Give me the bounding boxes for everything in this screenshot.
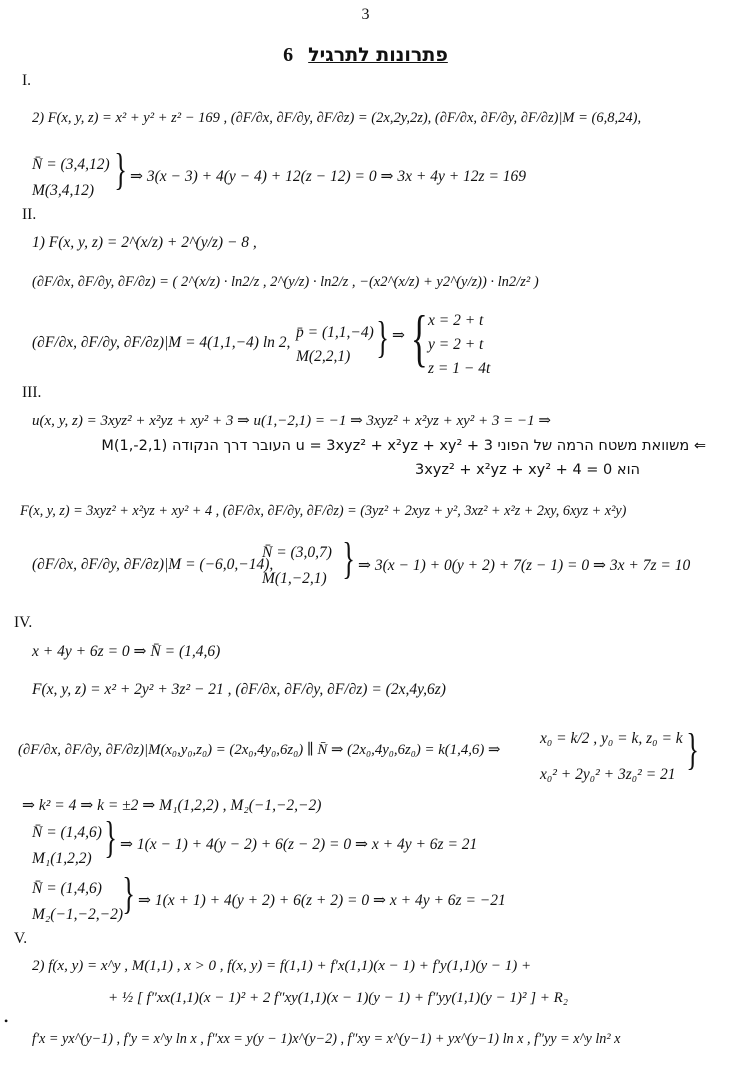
section-III-gradient: F(x, y, z) = 3xyz² + x²yz + xy² + 4 , (∂F/∂x, ∂F/∂y, ∂F/∂z) = (3yz² + 2xyz + y², 3xz² + x²z + 2xy, 6xyz + x²y) (20, 503, 627, 519)
section-I-brace: } (114, 145, 127, 194)
section-IV-brace: } (686, 725, 699, 774)
title-text: פתרונות לתרגיל (308, 44, 448, 66)
section-V-line-1: 2) f(x, y) = x^y , M(1,1) , x > 0 , f(x, y) = f(1,1) + f′x(1,1)(x − 1) + f′y(1,1)(y − 1) + (32, 958, 532, 974)
section-IV-line-k: ⇒ k² = 4 ⇒ k = ±2 ⇒ M₁(1,2,2) , M₂(−1,−2,−2) (22, 797, 322, 814)
section-II-gradient: (∂F/∂x, ∂F/∂y, ∂F/∂z) = ( 2^(x/z) · ln2/z , 2^(y/z) · ln2/z , −(x2^(x/z) + y2^(y/z)) · ln2/z² ) (32, 274, 539, 290)
section-label-I: I. (22, 72, 32, 89)
section-II-brace-right: } (376, 313, 389, 362)
section-IV-normal-2: N̄ = (1,4,6) (32, 880, 102, 897)
section-IV-result-2: ⇒ 1(x + 1) + 4(y + 2) + 6(z + 2) = 0 ⇒ x + 4y + 6z = −21 (138, 892, 506, 909)
section-II-direction-vector: p̄ = (1,1,−4) (296, 324, 374, 341)
section-II-param-z: z = 1 − 4t (428, 360, 491, 377)
section-IV-line-1: x + 4y + 6z = 0 ⇒ N̄ = (1,4,6) (32, 643, 221, 660)
section-III-hebrew-line-1: ⇐ משוואת משטח הרמה של הפוני u = 3xyz² + x²yz + xy² + 3 העובר דרך הנקודה M(1,-2,1) (101, 438, 706, 454)
section-IV-system-eq-2: x₀² + 2y₀² + 3z₀² = 21 (540, 766, 676, 783)
margin-mark: • (4, 1014, 9, 1028)
section-III-brace: } (342, 534, 355, 583)
section-V-line-2: + ½ [ f″xx(1,1)(x − 1)² + 2 f″xy(1,1)(x − 1)(y − 1) + f″yy(1,1)(y − 1)² ] + R₂ (108, 990, 569, 1006)
section-label-III: III. (22, 384, 42, 401)
section-I-result: ⇒ 3(x − 3) + 4(y − 4) + 12(z − 12) = 0 ⇒ 3x + 4y + 12z = 169 (130, 168, 527, 185)
section-II-implies: ⇒ (392, 327, 405, 344)
section-II-point: M(2,2,1) (296, 348, 351, 365)
section-I-normal-vector: N̄ = (3,4,12) (32, 156, 110, 173)
section-IV-normal-1: N̄ = (1,4,6) (32, 824, 102, 841)
page-number: 3 (361, 6, 370, 23)
page-title (0, 44, 731, 67)
section-IV-brace-2: } (122, 869, 135, 918)
section-III-normal-vector: N̄ = (3,0,7) (262, 544, 332, 561)
section-IV-brace-1: } (104, 813, 117, 862)
section-IV-result-1: ⇒ 1(x − 1) + 4(y − 2) + 6(z − 2) = 0 ⇒ x + 4y + 6z = 21 (120, 836, 478, 853)
section-II-param-x: x = 2 + t (428, 312, 484, 329)
section-II-param-y: y = 2 + t (428, 336, 484, 353)
section-I-line-1: 2) F(x, y, z) = x² + y² + z² − 169 , (∂F/∂x, ∂F/∂y, ∂F/∂z) = (2x,2y,2z), (∂F/∂x, ∂F/∂y, ∂F/∂z)|M = (6,8,24), (32, 110, 642, 126)
section-II-gradient-at-M: (∂F/∂x, ∂F/∂y, ∂F/∂z)|M = 4(1,1,−4) ln 2, (32, 334, 291, 351)
section-IV-point-2: M₂(−1,−2,−2) (32, 906, 124, 923)
section-II-line-1: 1) F(x, y, z) = 2^(x/z) + 2^(y/z) − 8 , (32, 234, 257, 251)
section-IV-system-eq-1: x₀ = k/2 , y₀ = k, z₀ = k (540, 730, 683, 747)
section-II-brace-left: { (410, 302, 428, 373)
section-label-II: II. (22, 206, 37, 223)
section-III-gradient-at-M: (∂F/∂x, ∂F/∂y, ∂F/∂z)|M = (−6,0,−14), (32, 556, 274, 573)
section-III-line-1: u(x, y, z) = 3xyz² + x²yz + xy² + 3 ⇒ u(1,−2,1) = −1 ⇒ 3xyz² + x²yz + xy² + 3 = −1 ⇒ (32, 413, 551, 429)
section-IV-line-2: F(x, y, z) = x² + 2y² + 3z² − 21 , (∂F/∂x, ∂F/∂y, ∂F/∂z) = (2x,4y,6z) (32, 681, 446, 698)
section-label-V: V. (14, 930, 28, 947)
section-III-point: M(1,−2,1) (262, 570, 327, 587)
section-III-hebrew-line-2: הוא 3xyz² + x²yz + xy² + 4 = 0 (414, 462, 640, 478)
section-IV-line-3: (∂F/∂x, ∂F/∂y, ∂F/∂z)|M(x₀,y₀,z₀) = (2x₀,4y₀,6z₀) ∥ N̄ ⇒ (2x₀,4y₀,6z₀) = k(1,4,6) ⇒ (18, 742, 501, 758)
title-number: 6 (283, 44, 294, 66)
section-IV-point-1: M₁(1,2,2) (32, 850, 92, 867)
section-V-line-3: f′x = yx^(y−1) , f′y = x^y ln x , f″xx = y(y − 1)x^(y−2) , f″xy = x^(y−1) + yx^(y−1) ln x , f″yy = x^y ln² x (32, 1031, 621, 1047)
section-I-point: M(3,4,12) (32, 182, 94, 199)
section-III-result: ⇒ 3(x − 1) + 0(y + 2) + 7(z − 1) = 0 ⇒ 3x + 7z = 10 (358, 557, 691, 574)
section-label-IV: IV. (14, 614, 33, 631)
